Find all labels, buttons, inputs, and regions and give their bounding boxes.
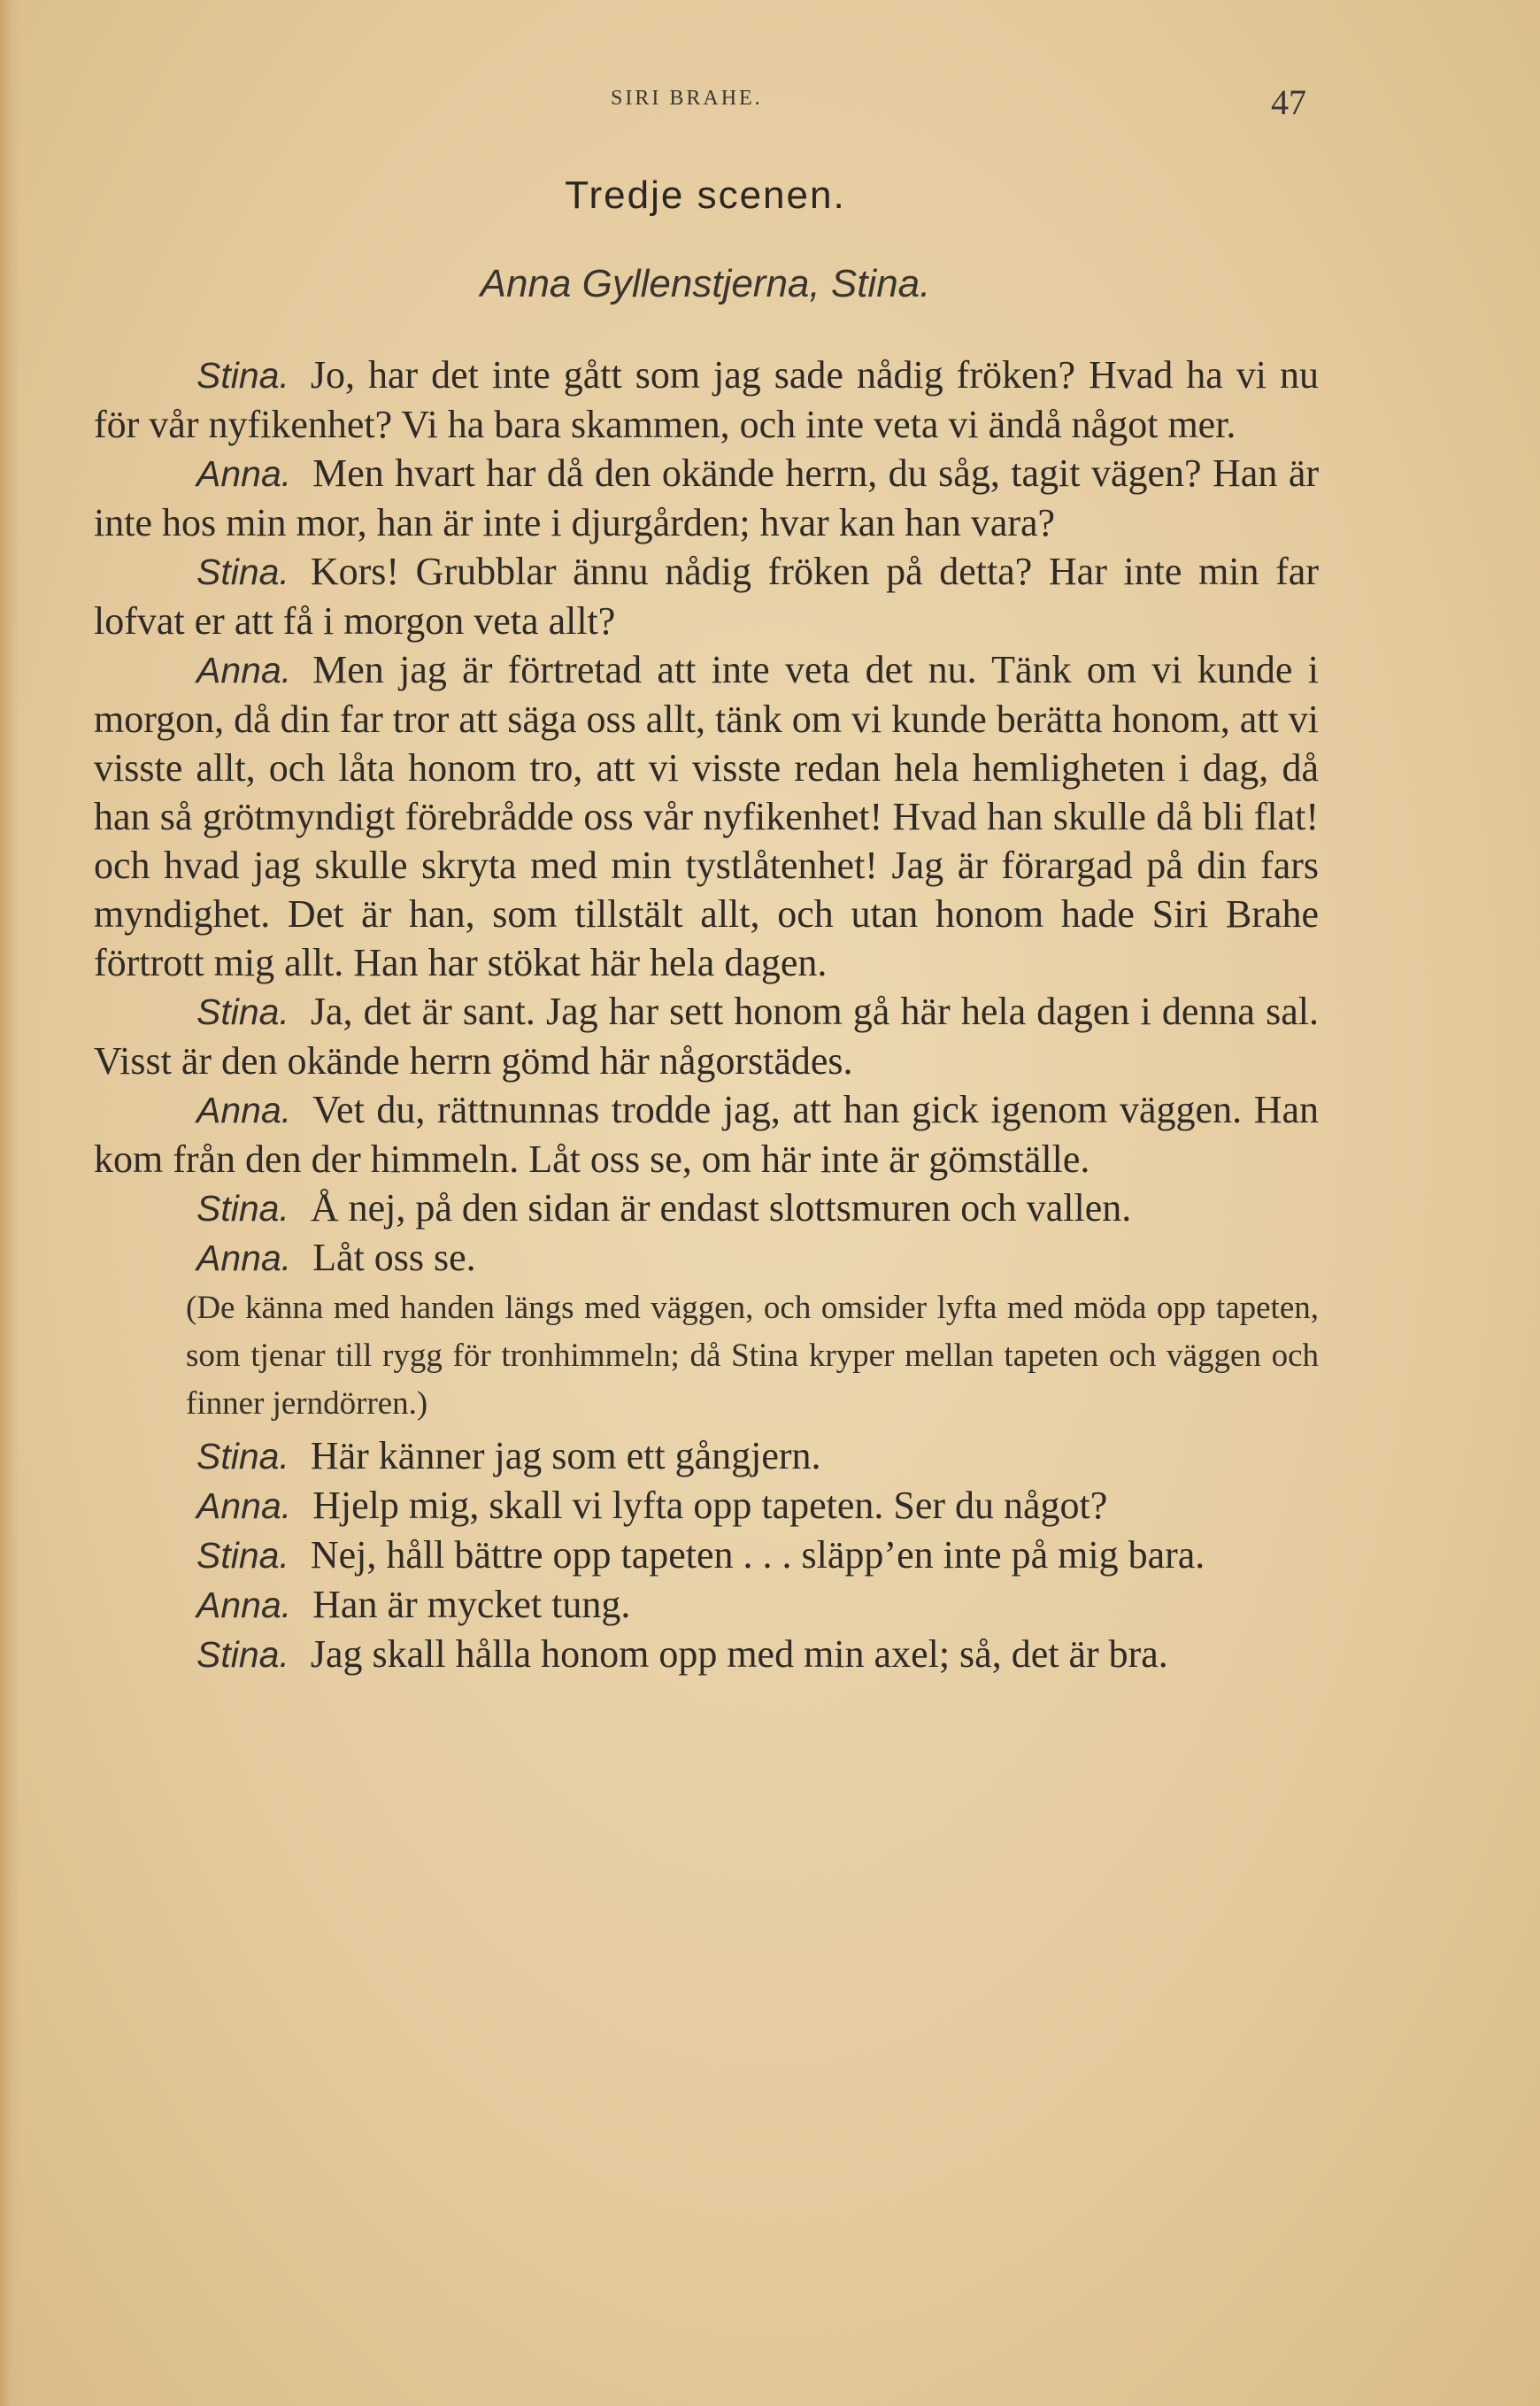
dialogue-paragraph [94, 987, 1319, 1085]
dialogue-paragraph [94, 547, 1319, 645]
scene-cast: Anna Gyllenstjerna, Stina. [480, 262, 931, 305]
page-body [94, 351, 1319, 1679]
dialogue-text: Nej, håll bättre opp tapeten . . . släpp’en inte på mig bara. [310, 1533, 1205, 1577]
dialogue-text: Vet du, rättnunnas trodde jag, att han gick igenom väggen. Han kom från den der himmeln. Låt oss se, om här inte är gömställe. [94, 1088, 1319, 1181]
dialogue-text: Låt oss se. [312, 1236, 476, 1279]
speaker-name: Stina. [196, 991, 289, 1032]
dialogue-text: Han är mycket tung. [312, 1583, 631, 1626]
speaker-name: Anna. [196, 1485, 292, 1526]
dialogue-paragraph [94, 1233, 1319, 1283]
speaker-name: Stina. [196, 1535, 289, 1576]
dialogue-paragraph [94, 1431, 1319, 1481]
dialogue-text: Jag skall hålla honom opp med min axel; så, det är bra. [310, 1632, 1168, 1676]
speaker-name: Stina. [196, 1634, 289, 1675]
dialogue-text: Jo, har det inte gått som jag sade nådig fröken? Hvad ha vi nu för vår nyfikenhet? Vi ha bara skammen, och inte veta vi ändå något mer. [94, 353, 1319, 446]
page-number: 47 [1271, 82, 1306, 122]
dialogue-paragraph [94, 449, 1319, 547]
dialogue-text: Å nej, på den sidan är endast slottsmuren och vallen. [310, 1186, 1132, 1230]
speaker-name: Stina. [196, 551, 289, 592]
dialogue-text: Ja, det är sant. Jag har sett honom gå här hela dagen i denna sal. Visst är den okände herrn gömd här någorstädes. [94, 990, 1319, 1083]
page-binding-edge [0, 0, 19, 2406]
dialogue-paragraph [94, 1531, 1319, 1580]
dialogue-text: Men jag är förtretad att inte veta det nu. Tänk om vi kunde i morgon, då din far tror att säga oss allt, tänk om vi kunde berätta honom, att vi visste allt, och låta honom tro, att vi visste redan hela hemligheten i dag, då han så grötmyndigt förebrådde oss vår nyfikenhet! Hvad han skulle då bli flat! och hvad jag skulle skryta med min tystlåtenhet! Jag är förargad på din fars myndighet. Det är han, som tillstält allt, och utan honom hade Siri Brahe förtrott mig allt. Han har stökat här hela dagen. [94, 648, 1319, 984]
dialogue-paragraph [94, 351, 1319, 449]
speaker-name: Stina. [196, 355, 289, 396]
dialogue-text: Här känner jag som ett gångjern. [310, 1434, 821, 1477]
speaker-name: Stina. [196, 1188, 289, 1229]
running-head-title: SIRI BRAHE. [611, 87, 763, 110]
speaker-name: Stina. [196, 1436, 289, 1477]
dialogue-paragraph [94, 1085, 1319, 1184]
dialogue-text: Men hvart har då den okände herrn, du såg, tagit vägen? Han är inte hos min mor, han är inte i djurgården; hvar kan han vara? [94, 451, 1319, 544]
speaker-name: Anna. [196, 1585, 292, 1625]
dialogue-paragraph [94, 1580, 1319, 1630]
dialogue-text: Kors! Grubblar ännu nådig fröken på detta? Har inte min far lofvat er att få i morgon veta allt? [94, 550, 1319, 643]
dialogue-paragraph [94, 645, 1319, 987]
dialogue-text: Hjelp mig, skall vi lyfta opp tapeten. Ser du något? [312, 1484, 1108, 1527]
dialogue-paragraph [94, 1481, 1319, 1531]
dialogue-paragraph [94, 1184, 1319, 1233]
scene-title: Tredje scenen. [565, 174, 846, 217]
speaker-name: Anna. [196, 1238, 292, 1278]
speaker-name: Anna. [196, 1090, 292, 1130]
speaker-name: Anna. [196, 650, 292, 690]
speaker-name: Anna. [196, 453, 292, 494]
running-head [0, 81, 1540, 122]
dialogue-paragraph [94, 1630, 1319, 1679]
stage-direction: (De känna med handen längs med väggen, och omsider lyfta med möda opp tapeten, som tjenar till rygg för tronhimmeln; då Stina kryper mellan tapeten och väggen och finner jerndörren.) [186, 1290, 1319, 1422]
